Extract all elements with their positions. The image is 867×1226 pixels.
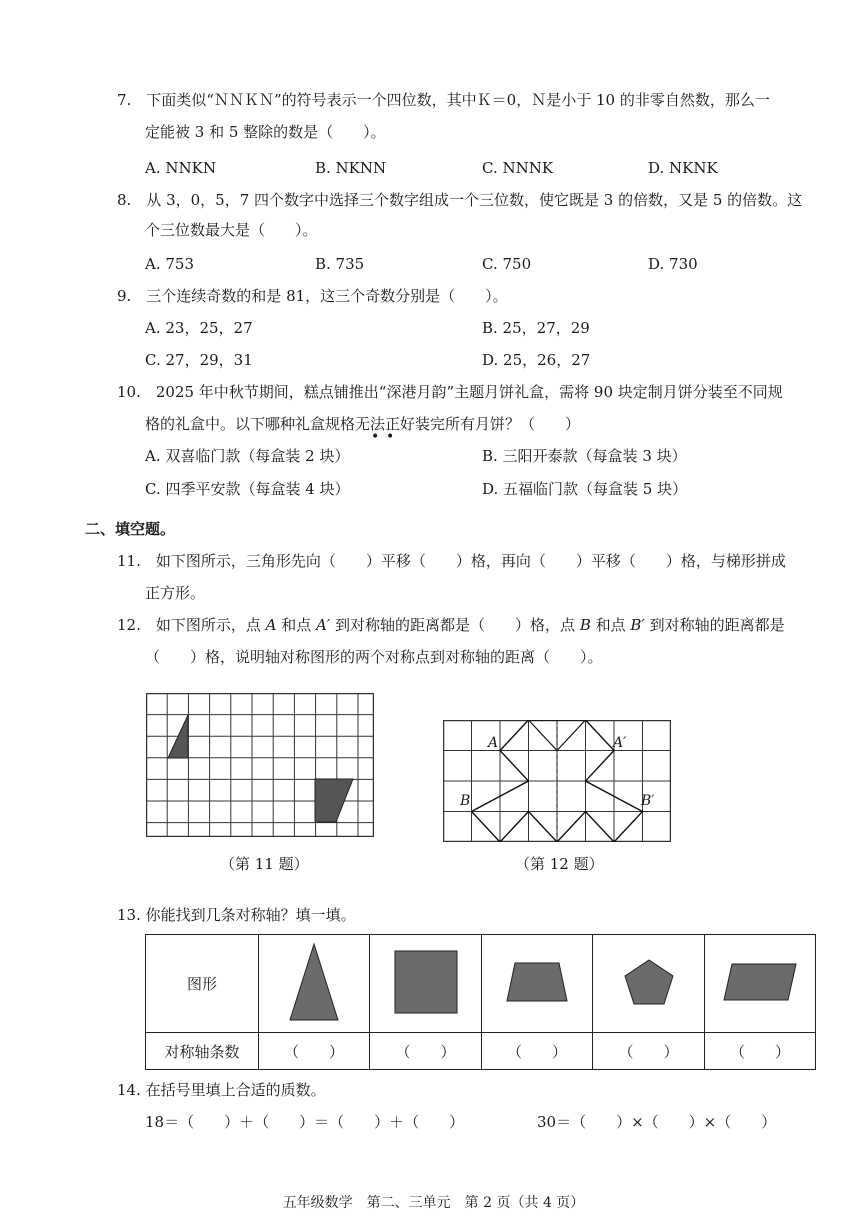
figure-12-caption: （第 12 题） (515, 855, 604, 873)
q7-option-c: C. NNNK (482, 159, 554, 177)
q7-stem-line1: 7. 下面类似“ＮＮＫＮ”的符号表示一个四位数，其中Ｋ＝0，Ｎ是小于 10 的非零自然数，那么一 (117, 91, 770, 109)
figure-11-grid (146, 693, 374, 837)
table-cell-shape (482, 935, 593, 1033)
q9-option-d: D. 25，26，27 (482, 351, 591, 369)
figure-11-caption: （第 11 题） (220, 855, 309, 873)
q8-stem-line2: 个三位数最大是（ ）。 (145, 221, 318, 239)
q7-option-d: D. NKNK (648, 159, 718, 177)
isosceles-triangle-icon (288, 942, 340, 1022)
answer-blank[interactable]: （ ） (593, 1033, 705, 1070)
q8-stem-line1: 8. 从 3，0，5，7 四个数字中选择三个数字组成一个三位数，使它既是 3 的倍数，又是 5 的倍数。这 (117, 191, 803, 209)
answer-blank[interactable]: （ ） (370, 1033, 482, 1070)
q8-option-b: B. 735 (315, 255, 365, 273)
parallelogram-icon (722, 962, 798, 1002)
q10-option-d: D. 五福临门款（每盒装 5 块） (482, 480, 688, 498)
table-cell-shape (593, 935, 705, 1033)
point-b-label: B (460, 793, 471, 809)
emphasis-dot: • (386, 429, 395, 445)
q14-stem: 14. 在括号里填上合适的质数。 (117, 1081, 326, 1099)
q12-stem-line1: 12. 如下图所示，点 A 和点 A′ 到对称轴的距离都是（ ）格，点 B 和点 B′ 到对称轴的距离都是 (117, 616, 785, 634)
point-a-label: A (488, 735, 499, 751)
square-icon (394, 950, 458, 1014)
q13-stem: 13. 你能找到几条对称轴？填一填。 (117, 906, 356, 924)
answer-blank[interactable]: （ ） (259, 1033, 370, 1070)
q10-stem-line1: 10. 2025 年中秋节期间，糕点铺推出“深港月韵”主题月饼礼盒，需将 90 块定制月饼分装至不同规 (117, 383, 783, 401)
table-cell-shape (259, 935, 370, 1033)
q10-option-a: A. 双喜临门款（每盒装 2 块） (145, 447, 350, 465)
section-title: 二、填空题。 (85, 520, 176, 538)
table-cell-shape (370, 935, 482, 1033)
q11-stem-line1: 11. 如下图所示，三角形先向（ ）平移（ ）格，再向（ ）平移（ ）格，与梯形拼成 (117, 552, 786, 570)
q10-option-c: C. 四季平安款（每盒装 4 块） (145, 480, 350, 498)
q9-option-a: A. 23，25，27 (145, 319, 253, 337)
q14-left-equation: 18＝（ ）＋（ ）＝（ ）＋（ ） (145, 1113, 465, 1131)
table-cell-shape (705, 935, 816, 1033)
q11-stem-line2: 正方形。 (145, 584, 206, 602)
figure-12-grid (443, 720, 671, 842)
q14-right-equation: 30＝（ ）×（ ）×（ ） (537, 1113, 777, 1131)
page-footer: 五年级数学 第二、三单元 第 2 页（共 4 页） (282, 1195, 585, 1211)
q8-option-d: D. 730 (648, 255, 698, 273)
q9-stem: 9. 三个连续奇数的和是 81，这三个奇数分别是（ ）。 (117, 287, 508, 305)
symmetry-axes-table (145, 934, 816, 1070)
emphasis-dot: • (371, 429, 380, 445)
q8-option-c: C. 750 (482, 255, 532, 273)
answer-blank[interactable]: （ ） (705, 1033, 816, 1070)
q7-option-b: B. NKNN (315, 159, 387, 177)
q12-stem-line2: （ ）格，说明轴对称图形的两个对称点到对称轴的距离（ ）。 (145, 648, 603, 666)
trapezoid-icon (505, 961, 569, 1003)
pentagon-icon (623, 958, 675, 1006)
q10-stem-line2: 格的礼盒中。以下哪种礼盒规格无法正好装完所有月饼？（ ） (145, 415, 581, 433)
table-header-axis-count: 对称轴条数 (146, 1033, 259, 1070)
q7-stem-line2: 定能被 3 和 5 整除的数是（ ）。 (145, 123, 386, 141)
answer-blank[interactable]: （ ） (482, 1033, 593, 1070)
point-b-prime-label: B′ (641, 793, 655, 809)
table-header-shape: 图形 (146, 935, 259, 1033)
q10-option-b: B. 三阳开泰款（每盒装 3 块） (482, 447, 687, 465)
point-a-prime-label: A′ (613, 735, 627, 751)
q9-option-c: C. 27，29，31 (145, 351, 253, 369)
q7-option-a: A. NNKN (145, 159, 216, 177)
q8-option-a: A. 753 (145, 255, 194, 273)
q9-option-b: B. 25，27，29 (482, 319, 590, 337)
